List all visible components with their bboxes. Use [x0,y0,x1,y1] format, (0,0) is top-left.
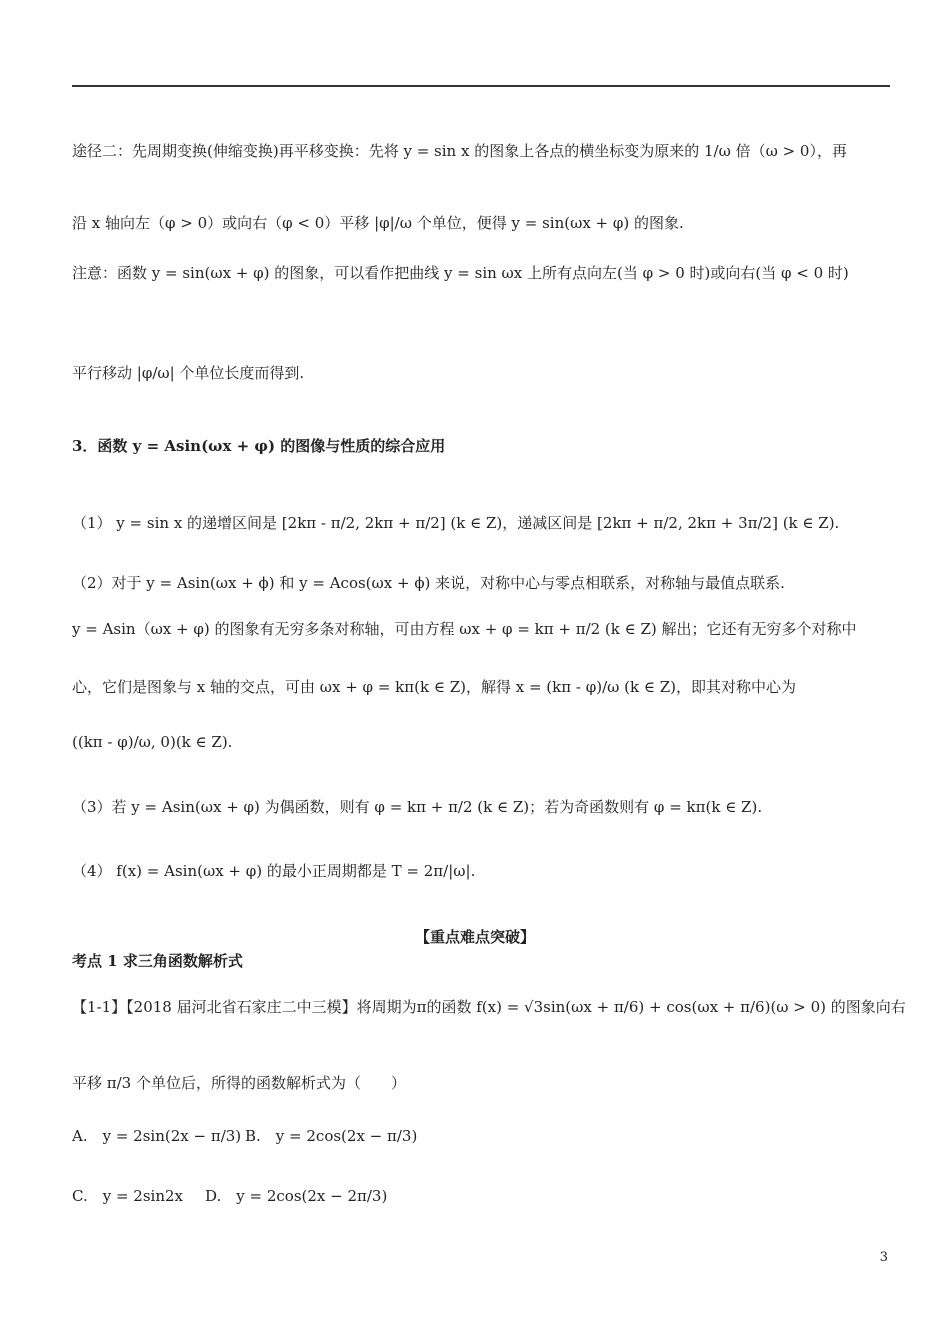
option-b: B. y = 2cos(2x − π/3) [245,1127,418,1145]
note-line2: 平行移动 |φ/ω| 个单位长度而得到. [72,364,305,382]
header-rule [72,85,890,87]
key-points-heading: 【重点难点突破】 [414,928,535,946]
item-2-line4: ((kπ - φ)/ω, 0)(k ∈ Z). [72,733,233,751]
item-1: （1） y = sin x 的递增区间是 [2kπ - π/2, 2kπ + π/2] (k ∈ Z)，递减区间是 [2kπ + π/2, 2kπ + 3π/2] (k ∈ Z). [72,514,840,532]
option-c: C. y = 2sin2x [72,1187,183,1205]
note-line1: 注意：函数 y = sin(ωx + φ) 的图象，可以看作把曲线 y = sin ωx 上所有点向左(当 φ > 0 时)或向右(当 φ < 0 时) [72,264,849,282]
section-3-title: 3．函数 y = Asin(ωx + φ) 的图像与性质的综合应用 [72,437,446,455]
question-line1: 【1-1】【2018 届河北省石家庄二中三模】将周期为π的函数 f(x) = √3sin(ωx + π/6) + cos(ωx + π/6)(ω > 0) 的图象向右 [72,998,906,1016]
route2-line2: 沿 x 轴向左（φ > 0）或向右（φ < 0）平移 |φ|/ω 个单位，便得 y = sin(ωx + φ) 的图象. [72,214,684,232]
question-line2: 平移 π/3 个单位后，所得的函数解析式为（ ） [72,1074,406,1092]
item-2-line1: （2）对于 y = Asin(ωx + ϕ) 和 y = Acos(ωx + ϕ) 来说，对称中心与零点相联系，对称轴与最值点联系. [72,574,785,592]
kaodian-1-title: 考点 1 求三角函数解析式 [72,952,243,970]
item-3: （3）若 y = Asin(ωx + φ) 为偶函数，则有 φ = kπ + π/2 (k ∈ Z)；若为奇函数则有 φ = kπ(k ∈ Z). [72,798,763,816]
option-a: A. y = 2sin(2x − π/3) [72,1127,242,1145]
page-number: 3 [879,1250,888,1265]
route2-line1: 途径二：先周期变换(伸缩变换)再平移变换：先将 y = sin x 的图象上各点的横坐标变为原来的 1/ω 倍（ω > 0），再 [72,142,847,160]
item-4: （4） f(x) = Asin(ωx + φ) 的最小正周期都是 T = 2π/|ω|. [72,862,476,880]
item-2-line3: 心，它们是图象与 x 轴的交点，可由 ωx + φ = kπ(k ∈ Z)，解得 x = (kπ - φ)/ω (k ∈ Z)，即其对称中心为 [72,678,796,696]
item-2-line2: y = Asin（ωx + φ) 的图象有无穷多条对称轴，可由方程 ωx + φ = kπ + π/2 (k ∈ Z) 解出；它还有无穷多个对称中 [72,620,857,638]
option-d: D. y = 2cos(2x − 2π/3) [205,1187,388,1205]
